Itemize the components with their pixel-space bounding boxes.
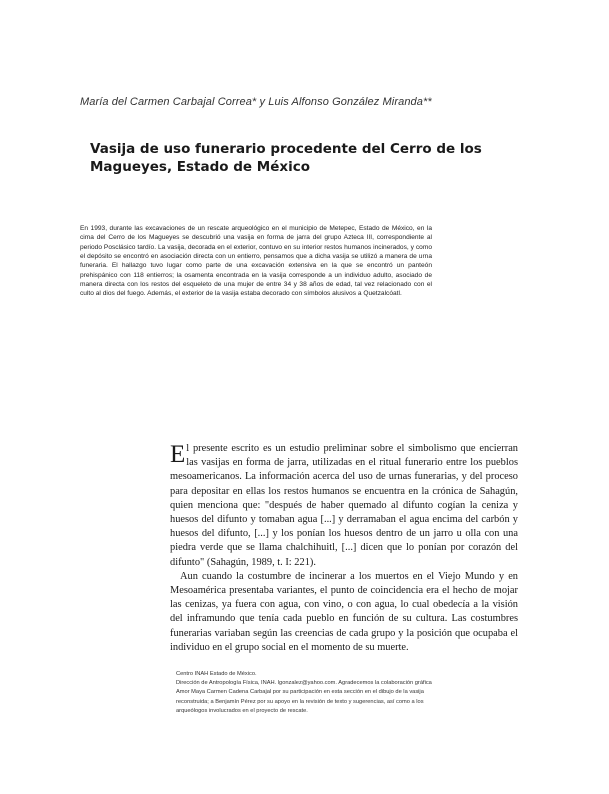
article-body [170,442,518,655]
article-title: Vasija de uso funerario procedente del Cerro de los Magueyes, Estado de México [90,141,482,175]
footnote-line: Amor Maya Carmen Cadena Carbajal por su participación en esta sección en el dibujo de la vasija [176,689,424,696]
footnote-line: arqueólogos involucrados en el proyecto de rescate. [176,707,308,714]
body-paragraph-2: Aun cuando la costumbre de incinerar a los muertos en el Viejo Mundo y en Mesoamérica presentaba variantes, el punto de coincidencia era el hecho de mojar las cenizas, ya fuera con agua, con vino, o con agua, lo cual obedecía a la visión del inframundo que tenía cada pueblo en función de su cultura. Las costumbres funerarias variaban según las creencias de cada grupo y la posición que ocupaba el individuo en el grupo social en el momento de su muerte. [170,570,518,653]
article-authors: María del Carmen Carbajal Correa* y Luis Alfonso González Miranda** [80,96,432,108]
footnote-line: reconstruida; a Benjamín Pérez por su apoyo en la revisión de texto y sugerencias, así como a los [176,698,424,705]
footnote-line: Centro INAH Estado de México. [176,671,257,677]
body-paragraph-1 [170,442,518,570]
article-abstract: En 1993, durante las excavaciones de un rescate arqueológico en el municipio de Metepec, Estado de México, en la cima del Cerro de los Magueyes se descubrió una vasija en forma de jarra del grupo Azteca III, correspondiente al periodo Posclásico tardío. La vasija, decorada en el exterior, contuvo en su interior restos humanos incinerados, y como el depósito se encontró en asociación directa con un entierro, pensamos que a dicha vasija se utilizó a manera de urna funeraria. El hallazgo tuvo lugar como parte de una excavación extensiva en la que se encontró un panteón prehispánico con 118 entierros; la osamenta encontrada en la vasija corresponde a un individuo adulto, asociado de manera directa con los restos del esqueleto de una mujer de entre 34 y 38 años de edad, tal vez relacionado con el culto al dios del fuego. Además, el exterior de la vasija estaba decorado con símbolos alusivos a Quetzalcóatl. [80,225,432,298]
footnote-line: Dirección de Antropología Física, INAH. lgonzalez@yahoo.com. Agradecemos la colaboración gráfica [176,680,432,687]
drop-cap: E [170,441,186,468]
body-paragraph-1-text: l presente escrito es un estudio preliminar sobre el simbolismo que encierran las vasijas en forma de jarra, utilizadas en el ritual funerario entre los pueblos mesoamericanos. La información acerca del uso de urnas funerarias, y del proceso para depositar en ellas los restos humanos se encuentra en la crónica de Sahagún, quien menciona que: "después de haber quemado al difunto cogían la ceniza y huesos del difunto y tomaban agua [...] y derramaban el agua encima del carbón y huesos del difunto, [...] y los ponían los huesos dentro de un jarro u olla con una piedra verde que se llama chalchihuitl, [...] dicen que lo ponían por corazón del difunto" (Sahagún, 1989, t. I: 221). [170,443,518,568]
footnotes [176,670,526,716]
